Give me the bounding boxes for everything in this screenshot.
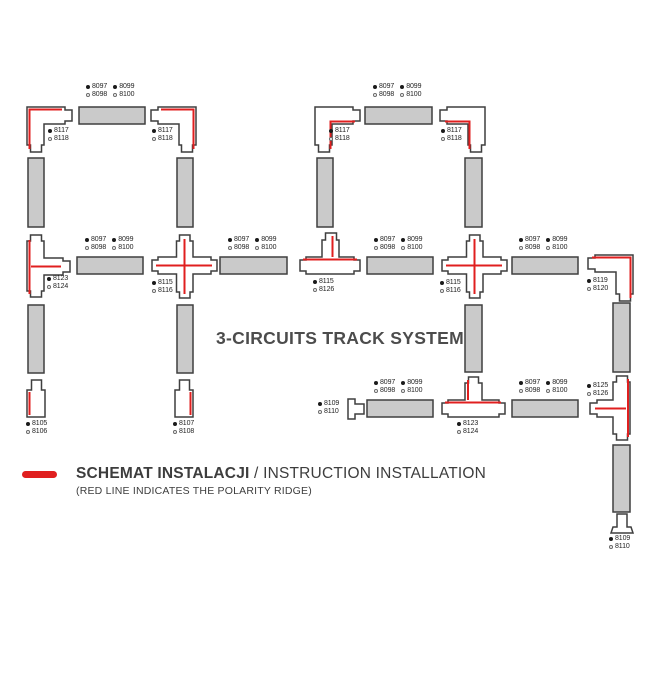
part-number: 8097 xyxy=(525,236,541,243)
filled-dot-icon xyxy=(152,281,156,285)
part-number: 8097 xyxy=(525,379,541,386)
open-dot-icon xyxy=(373,93,377,97)
part-label-row xyxy=(587,277,608,285)
open-dot-icon xyxy=(401,246,405,250)
legend-line1 xyxy=(76,465,486,483)
part-label-row xyxy=(519,387,540,395)
part-label-row xyxy=(85,244,106,252)
part-number: 8109 xyxy=(615,535,631,542)
filled-dot-icon xyxy=(313,280,317,284)
part-label-row xyxy=(546,387,567,395)
end-cap xyxy=(175,380,193,417)
label-col xyxy=(255,236,276,252)
part-label-row xyxy=(313,278,334,286)
part-label-row xyxy=(318,408,339,416)
part-number: 8100 xyxy=(406,91,422,98)
part-label-row xyxy=(47,275,68,283)
label-col xyxy=(374,379,395,395)
power-feed xyxy=(348,399,364,419)
t-connector xyxy=(442,377,505,417)
open-dot-icon xyxy=(546,389,550,393)
power-feed xyxy=(611,514,633,533)
label-col xyxy=(112,236,133,252)
filled-dot-icon xyxy=(255,238,259,242)
part-label-row xyxy=(228,236,249,244)
open-dot-icon xyxy=(152,289,156,293)
part-label-row xyxy=(48,135,69,143)
legend-text xyxy=(76,465,486,497)
part-label-row xyxy=(401,236,422,244)
part-label-row xyxy=(152,127,173,135)
part-number: 8124 xyxy=(463,428,479,435)
part-number: 8120 xyxy=(593,285,609,292)
part-label-row xyxy=(86,91,107,99)
filled-dot-icon xyxy=(152,129,156,133)
straight-track xyxy=(28,305,44,373)
open-dot-icon xyxy=(457,430,461,434)
part-label-row xyxy=(173,428,194,436)
filled-dot-icon xyxy=(519,381,523,385)
filled-dot-icon xyxy=(441,129,445,133)
part-label-row xyxy=(313,286,334,294)
filled-dot-icon xyxy=(48,129,52,133)
part-label-row xyxy=(401,379,422,387)
part-number: 8099 xyxy=(407,379,423,386)
label-col xyxy=(546,236,567,252)
part-label-row xyxy=(329,135,350,143)
part-label-row xyxy=(112,244,133,252)
part-number: 8116 xyxy=(158,287,173,294)
straight-tracks xyxy=(28,107,630,512)
part-label xyxy=(85,236,133,252)
part-label-row xyxy=(609,535,630,543)
part-label xyxy=(47,275,68,291)
part-number: 8099 xyxy=(406,83,422,90)
filled-dot-icon xyxy=(373,85,377,89)
part-number: 8100 xyxy=(261,244,277,251)
part-number: 8097 xyxy=(379,83,395,90)
part-number: 8098 xyxy=(234,244,250,251)
part-label-row xyxy=(587,285,608,293)
open-dot-icon xyxy=(85,246,89,250)
part-label-row xyxy=(374,236,395,244)
straight-track xyxy=(367,257,433,274)
part-label xyxy=(173,420,194,436)
diagram-title: 3-CIRCUITS TRACK SYSTEM xyxy=(215,328,465,348)
part-label xyxy=(373,83,421,99)
part-number: 8097 xyxy=(234,236,250,243)
filled-dot-icon xyxy=(519,238,523,242)
straight-track xyxy=(317,158,333,227)
part-label-row xyxy=(113,83,134,91)
straight-track xyxy=(365,107,432,124)
part-number: 8125 xyxy=(593,382,609,389)
part-label-row xyxy=(152,135,173,143)
part-label xyxy=(152,279,173,295)
part-number: 8097 xyxy=(380,236,396,243)
part-label-row xyxy=(440,279,461,287)
part-label-row xyxy=(47,283,68,291)
part-number: 8116 xyxy=(446,287,461,294)
part-number: 8110 xyxy=(615,543,630,550)
part-number: 8118 xyxy=(54,135,69,142)
part-label-row xyxy=(152,287,173,295)
part-number: 8117 xyxy=(447,127,462,134)
filled-dot-icon xyxy=(113,85,117,89)
open-dot-icon xyxy=(587,392,591,396)
part-label xyxy=(152,127,173,143)
part-label-row xyxy=(519,236,540,244)
part-number: 8100 xyxy=(407,244,423,251)
part-label-row xyxy=(373,91,394,99)
open-dot-icon xyxy=(318,410,322,414)
straight-track xyxy=(28,158,44,227)
part-label-row xyxy=(400,91,421,99)
part-label xyxy=(519,379,567,395)
part-label-row xyxy=(374,387,395,395)
filled-dot-icon xyxy=(400,85,404,89)
part-number: 8115 xyxy=(158,279,173,286)
label-col xyxy=(400,83,421,99)
open-dot-icon xyxy=(374,246,378,250)
part-label-row xyxy=(318,400,339,408)
label-col xyxy=(374,236,395,252)
filled-dot-icon xyxy=(173,422,177,426)
part-number: 8115 xyxy=(319,278,334,285)
legend-separator: / xyxy=(249,465,264,482)
straight-track xyxy=(613,445,630,512)
part-number: 8099 xyxy=(552,236,568,243)
label-col xyxy=(228,236,249,252)
part-number: 8100 xyxy=(118,244,134,251)
part-number: 8118 xyxy=(335,135,350,142)
part-label-row xyxy=(587,390,608,398)
part-label xyxy=(440,279,461,295)
filled-dot-icon xyxy=(374,381,378,385)
part-label-row xyxy=(440,287,461,295)
part-number: 8123 xyxy=(53,275,69,282)
filled-dot-icon xyxy=(440,281,444,285)
legend-label-english: INSTRUCTION INSTALLATION xyxy=(263,465,487,482)
part-label xyxy=(609,535,630,551)
part-number: 8109 xyxy=(324,400,340,407)
open-dot-icon xyxy=(587,287,591,291)
part-label-row xyxy=(86,83,107,91)
part-label-row xyxy=(546,244,567,252)
part-number: 8118 xyxy=(158,135,173,142)
open-dot-icon xyxy=(329,137,333,141)
open-dot-icon xyxy=(441,137,445,141)
part-label xyxy=(441,127,462,143)
part-number: 8098 xyxy=(380,244,396,251)
open-dot-icon xyxy=(113,93,117,97)
open-dot-icon xyxy=(86,93,90,97)
part-number: 8123 xyxy=(463,420,479,427)
label-col xyxy=(401,236,422,252)
open-dot-icon xyxy=(26,430,30,434)
part-label-row xyxy=(400,83,421,91)
part-label xyxy=(374,236,422,252)
part-number: 8099 xyxy=(552,379,568,386)
part-label xyxy=(329,127,350,143)
open-dot-icon xyxy=(47,285,51,289)
open-dot-icon xyxy=(400,93,404,97)
part-label xyxy=(86,83,134,99)
straight-track xyxy=(512,257,578,274)
part-number: 8098 xyxy=(91,244,107,251)
part-number: 8105 xyxy=(32,420,48,427)
straight-track xyxy=(177,305,193,373)
open-dot-icon xyxy=(173,430,177,434)
part-label xyxy=(318,400,339,416)
part-label-row xyxy=(519,244,540,252)
part-label xyxy=(48,127,69,143)
part-label-row xyxy=(112,236,133,244)
part-number: 8097 xyxy=(380,379,396,386)
straight-track xyxy=(512,400,578,417)
part-number: 8100 xyxy=(407,387,423,394)
filled-dot-icon xyxy=(457,422,461,426)
filled-dot-icon xyxy=(329,129,333,133)
part-number: 8117 xyxy=(158,127,173,134)
open-dot-icon xyxy=(313,288,317,292)
part-label-row xyxy=(113,91,134,99)
filled-dot-icon xyxy=(401,381,405,385)
part-label-row xyxy=(441,127,462,135)
part-label xyxy=(374,379,422,395)
part-number: 8115 xyxy=(446,279,461,286)
open-dot-icon xyxy=(228,246,232,250)
legend-note: (RED LINE INDICATES THE POLARITY RIDGE) xyxy=(76,485,312,497)
part-number: 8118 xyxy=(447,135,462,142)
part-number: 8097 xyxy=(91,236,107,243)
label-col xyxy=(401,379,422,395)
open-dot-icon xyxy=(519,246,523,250)
open-dot-icon xyxy=(48,137,52,141)
part-number: 8099 xyxy=(407,236,423,243)
part-number: 8119 xyxy=(593,277,608,284)
part-label xyxy=(587,277,608,293)
open-dot-icon xyxy=(440,289,444,293)
part-label-row xyxy=(85,236,106,244)
straight-track xyxy=(177,158,193,227)
part-label-row xyxy=(26,428,47,436)
part-number: 8098 xyxy=(525,244,541,251)
part-label-row xyxy=(329,127,350,135)
part-number: 8108 xyxy=(179,428,195,435)
part-label-row xyxy=(255,244,276,252)
open-dot-icon xyxy=(546,246,550,250)
open-dot-icon xyxy=(609,545,613,549)
part-label-row xyxy=(441,135,462,143)
part-number: 8099 xyxy=(119,83,135,90)
filled-dot-icon xyxy=(112,238,116,242)
part-number: 8117 xyxy=(54,127,69,134)
filled-dot-icon xyxy=(546,238,550,242)
filled-dot-icon xyxy=(26,422,30,426)
label-col xyxy=(519,236,540,252)
part-number: 8099 xyxy=(261,236,277,243)
part-label-row xyxy=(401,244,422,252)
part-label xyxy=(519,236,567,252)
legend xyxy=(22,465,486,497)
part-label xyxy=(457,420,478,436)
open-dot-icon xyxy=(152,137,156,141)
part-label-row xyxy=(255,236,276,244)
t-connector xyxy=(300,233,360,274)
filled-dot-icon xyxy=(587,279,591,283)
part-label-row xyxy=(152,279,173,287)
straight-track xyxy=(367,400,433,417)
part-label-row xyxy=(228,244,249,252)
filled-dot-icon xyxy=(85,238,89,242)
part-number: 8117 xyxy=(335,127,350,134)
part-number: 8099 xyxy=(118,236,134,243)
label-col xyxy=(113,83,134,99)
part-number: 8097 xyxy=(92,83,108,90)
part-number: 8110 xyxy=(324,408,339,415)
legend-label-polish: SCHEMAT INSTALACJI xyxy=(76,465,250,482)
straight-track xyxy=(79,107,145,124)
filled-dot-icon xyxy=(318,402,322,406)
part-number: 8126 xyxy=(593,390,609,397)
part-number: 8124 xyxy=(53,283,69,290)
open-dot-icon xyxy=(374,389,378,393)
filled-dot-icon xyxy=(401,238,405,242)
part-number: 8098 xyxy=(379,91,395,98)
part-number: 8098 xyxy=(525,387,541,394)
label-col xyxy=(373,83,394,99)
filled-dot-icon xyxy=(47,277,51,281)
part-number: 8098 xyxy=(380,387,396,394)
filled-dot-icon xyxy=(546,381,550,385)
part-label xyxy=(26,420,47,436)
part-label-row xyxy=(546,379,567,387)
part-number: 8126 xyxy=(319,286,335,293)
part-label-row xyxy=(373,83,394,91)
part-label-row xyxy=(26,420,47,428)
part-label-row xyxy=(173,420,194,428)
label-col xyxy=(85,236,106,252)
straight-track xyxy=(77,257,143,274)
part-number: 8100 xyxy=(119,91,135,98)
open-dot-icon xyxy=(401,389,405,393)
label-col xyxy=(86,83,107,99)
filled-dot-icon xyxy=(374,238,378,242)
part-label-row xyxy=(609,543,630,551)
end-cap xyxy=(27,380,45,417)
part-number: 8106 xyxy=(32,428,48,435)
part-number: 8107 xyxy=(179,420,195,427)
part-label-row xyxy=(374,244,395,252)
part-label-row xyxy=(457,420,478,428)
part-number: 8098 xyxy=(92,91,108,98)
open-dot-icon xyxy=(519,389,523,393)
part-label-row xyxy=(546,236,567,244)
open-dot-icon xyxy=(255,246,259,250)
part-label-row xyxy=(374,379,395,387)
filled-dot-icon xyxy=(587,384,591,388)
straight-track xyxy=(465,158,482,227)
part-label xyxy=(587,382,608,398)
label-col xyxy=(519,379,540,395)
part-number: 8100 xyxy=(552,387,568,394)
filled-dot-icon xyxy=(228,238,232,242)
part-label-row xyxy=(48,127,69,135)
filled-dot-icon xyxy=(86,85,90,89)
label-col xyxy=(546,379,567,395)
part-label-row xyxy=(519,379,540,387)
open-dot-icon xyxy=(112,246,116,250)
part-label-row xyxy=(401,387,422,395)
part-number: 8100 xyxy=(552,244,568,251)
straight-track xyxy=(220,257,287,274)
straight-track xyxy=(613,303,630,372)
part-label xyxy=(228,236,276,252)
red-line-swatch-icon xyxy=(22,471,57,478)
part-label-row xyxy=(587,382,608,390)
filled-dot-icon xyxy=(609,537,613,541)
part-label-row xyxy=(457,428,478,436)
part-label xyxy=(313,278,334,294)
